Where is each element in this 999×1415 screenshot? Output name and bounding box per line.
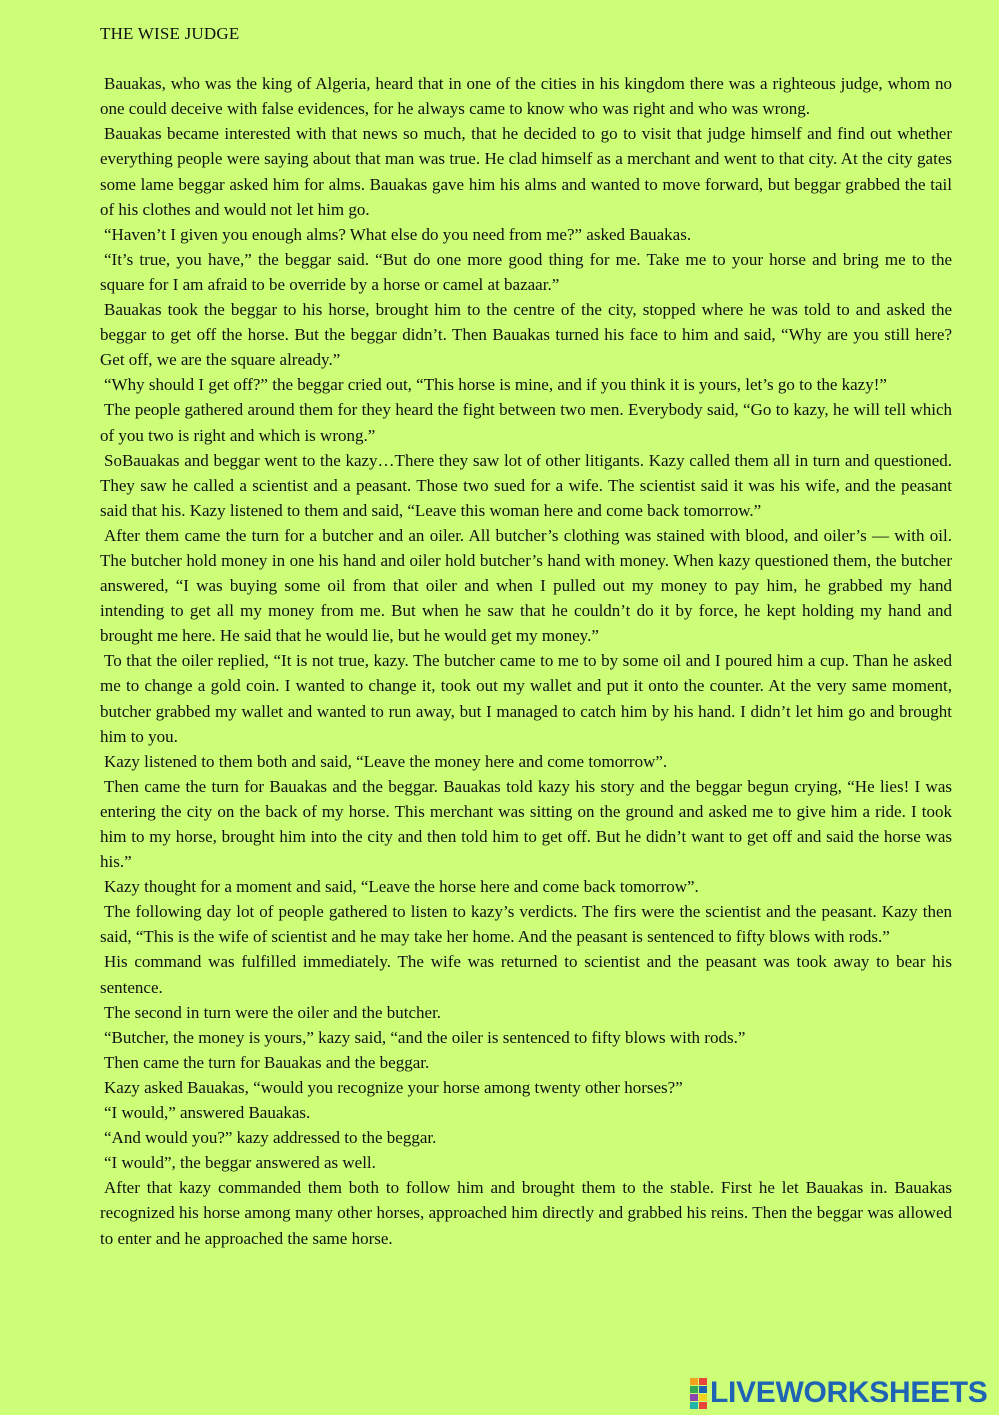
story-paragraph: Then came the turn for Bauakas and the beggar. Bauakas told kazy his story and the beggar begun crying, “He lies! I was entering the city on the back of my horse. This merchant was sitting on the ground and asked me to give him a ride. I took him to my horse, brought him into the city and then told him to get off. But he didn’t want to get off and said the horse was his.” xyxy=(100,776,952,872)
story-paragraph: “I would”, the beggar answered as well. xyxy=(104,1153,376,1173)
story-paragraph: Bauakas took the beggar to his horse, brought him to the centre of the city, stopped where he was told to and asked the beggar to get off the horse. But the beggar didn’t. Then Bauakas turned his face to him and said, “Why are you still here? Get off, we are the square already.” xyxy=(100,300,952,370)
logo-mark-tile xyxy=(699,1386,707,1393)
story-paragraph: His command was fulfilled immediately. The wife was returned to scientist and the peasant was took away to bear his sentence. xyxy=(100,952,952,997)
logo-wordmark: LIVEWORKSHEETS xyxy=(710,1376,988,1409)
title-spacer xyxy=(100,46,952,71)
liveworksheets-logo[interactable] xyxy=(690,1376,988,1410)
logo-mark-tile xyxy=(690,1378,698,1385)
story-paragraph: “Haven’t I given you enough alms? What else do you need from me?” asked Bauakas. xyxy=(104,224,692,244)
story-paragraph: To that the oiler replied, “It is not true, kazy. The butcher came to me to by some oil and I poured him a cup. Than he asked me to change a gold coin. I wanted to change it, took out my wallet and put it onto the counter. At the very same moment, butcher grabbed my wallet and wanted to run away, but I managed to catch him by his hand. I didn’t let him go and brought him to you. xyxy=(100,651,952,746)
story-paragraph: “Why should I get off?” the beggar cried out, “This horse is mine, and if you think it is yours, let’s go to the kazy!” xyxy=(104,375,887,395)
story-paragraph: Bauakas, who was the king of Algeria, heard that in one of the cities in his kingdom there was a righteous judge, whom no one could deceive with false evidences, for he always came to know who was right and who was wrong. xyxy=(100,74,952,119)
story-paragraph: The following day lot of people gathered to listen to kazy’s verdicts. The firs were the scientist and the peasant. Kazy then said, “This is the wife of scientist and he may take her home. And the peasant is sentenced to fifty blows with rods.” xyxy=(100,902,952,947)
story-paragraph: “I would,” answered Bauakas. xyxy=(104,1103,311,1123)
logo-mark-tile xyxy=(690,1402,698,1409)
story-body xyxy=(100,71,952,1250)
story-paragraph: Kazy listened to them both and said, “Leave the money here and come tomorrow”. xyxy=(104,751,668,771)
story-paragraph: “It’s true, you have,” the beggar said. “But do one more good thing for me. Take me to your horse and bring me to the square for I am afraid to be override by a horse or camel at bazaar.” xyxy=(100,249,952,294)
story-paragraph: Kazy thought for a moment and said, “Leave the horse here and come back tomorrow”. xyxy=(104,877,699,897)
story-paragraph: After that kazy commanded them both to follow him and brought them to the stable. First he let Bauakas in. Bauakas recognized his horse among many other horses, approached him directly and grabbed his reins. Then the beggar was allowed to enter and he approached the same horse. xyxy=(100,1178,952,1248)
story-paragraph: SoBauakas and beggar went to the kazy…There they saw lot of other litigants. Kazy called them all in turn and questioned. They saw he called a scientist and a peasant. Those two sued for a wife. The scientist said it was his wife, and the peasant said that his. Kazy listened to them and said, “Leave this woman here and come back tomorrow.” xyxy=(100,450,952,520)
liveworksheets-mark-icon xyxy=(690,1378,708,1408)
logo-mark-tile xyxy=(690,1386,698,1393)
story-paragraph: The people gathered around them for they heard the fight between two men. Everybody said, “Go to kazy, he will tell which of you two is right and which is wrong.” xyxy=(100,400,952,445)
logo-mark-tile xyxy=(690,1394,698,1401)
logo-mark-tile xyxy=(699,1394,707,1401)
story-paragraph: “Butcher, the money is yours,” kazy said, “and the oiler is sentenced to fifty blows with rods.” xyxy=(104,1027,746,1047)
story-paragraph: The second in turn were the oiler and the butcher. xyxy=(104,1002,442,1022)
story-paragraph: Kazy asked Bauakas, “would you recognize your horse among twenty other horses?” xyxy=(104,1077,683,1097)
story-paragraph: “And would you?” kazy addressed to the beggar. xyxy=(104,1128,437,1148)
document-title: THE WISE JUDGE xyxy=(100,24,240,43)
story-paragraph: Bauakas became interested with that news so much, that he decided to go to visit that judge himself and find out whether everything people were saying about that man was true. He clad himself as a merchant and went to that city. At the city gates some lame beggar asked him for alms. Bauakas gave him his alms and wanted to move forward, but beggar grabbed the tail of his clothes and would not let him go. xyxy=(100,124,952,219)
worksheet-page xyxy=(100,21,952,1251)
logo-mark-tile xyxy=(699,1378,707,1385)
logo-mark-tile xyxy=(699,1402,707,1409)
story-paragraph: After them came the turn for a butcher and an oiler. All butcher’s clothing was stained with blood, and oiler’s — with oil. The butcher hold money in one his hand and oiler hold butcher’s hand with money. When kazy questioned them, the butcher answered, “I was buying some oil from that oiler and when I pulled out my money to pay him, he grabbed my hand intending to get all my money from me. But when he saw that he couldn’t do it by force, he kept holding my hand and brought me here. He said that he would lie, but he would get my money.” xyxy=(100,525,952,646)
story-paragraph: Then came the turn for Bauakas and the beggar. xyxy=(104,1052,430,1072)
